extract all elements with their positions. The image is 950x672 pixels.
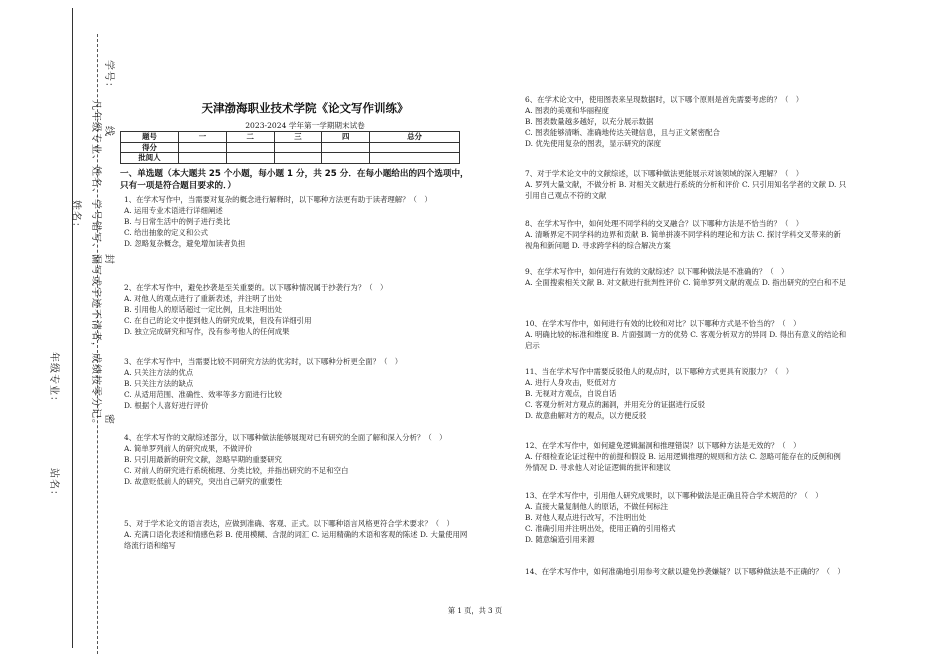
score-cell[interactable] (179, 142, 227, 153)
score-header-cell: 四 (322, 132, 370, 143)
notice-text: 凡年级专业、姓名、学号错写、漏写或字迹不清者，成绩按零分记。 (90, 100, 101, 430)
grader-cell[interactable] (226, 153, 274, 164)
page-number: 第 1 页，共 3 页 (447, 606, 503, 615)
question-option: A. 进行人身攻击，贬低对方 (525, 378, 617, 388)
score-header-cell: 一 (179, 132, 227, 143)
question-stem: 1、在学术写作中，当需要对复杂的概念进行解释时，以下哪种方法更有助于读者理解？（ ） (124, 195, 432, 204)
question-option: D. 根据个人喜好进行评价 (124, 401, 209, 411)
grade-major-label: 年级专业： (48, 352, 59, 407)
question-option: A. 罗列大量文献，不做分析 B. 对相关文献进行系统的分析和评价 C. 只引用知名学者的文献 D. 只引用自己观点不符的文献 (525, 180, 847, 201)
grader-cell[interactable] (370, 153, 460, 164)
question-option: B. 只关注方法的缺点 (124, 379, 194, 389)
question-option: C. 对前人的研究进行系统梳理、分类比较，并指出研究的不足和空白 (124, 466, 349, 476)
score-cell[interactable] (370, 142, 460, 153)
question-stem: 11、当在学术写作中需要反驳他人的观点时，以下哪种方式更具有说服力？（ ） (525, 367, 794, 376)
question-stem: 6、在学术论文中，使用图表来呈现数据时，以下哪个原则是首先需要考虑的？（ ） (525, 95, 804, 104)
question-stem: 12、在学术写作中，如何避免逻辑漏洞和推理错误？以下哪种方法是无效的？（ ） (525, 441, 801, 450)
question-stem: 13、在学术写作中，引用他人研究成果时，以下哪种做法是正确且符合学术规范的？（ ） (525, 491, 823, 500)
score-header-cell: 总分 (370, 132, 460, 143)
question-option: B. 图表数量越多越好，以充分展示数据 (525, 117, 654, 127)
question-option: A. 清晰界定不同学科的边界和贡献 B. 简单拼凑不同学科的理论和方法 C. 探讨学科交叉带来的新视角和新问题 D. 寻求跨学科的综合解决方案 (525, 230, 841, 251)
question-option: A. 充满口语化表述和情感色彩 B. 使用模糊、含混的词汇 C. 运用精确的术语和客观的陈述 D. 大量使用网络流行语和缩写 (124, 530, 468, 551)
question-3 (124, 356, 468, 412)
question-9 (525, 266, 847, 288)
score-row-label: 得分 (121, 142, 179, 153)
question-stem: 7、对于学术论文中的文献综述，以下哪种做法更能展示对该领域的深入理解？（ ） (525, 169, 804, 178)
question-option: A. 直接大量复制他人的原话，不做任何标注 (525, 502, 669, 512)
binding-margin (0, 0, 112, 672)
grader-cell[interactable] (274, 153, 322, 164)
question-option: A. 简单罗列前人的研究成果，不做评价 (124, 444, 253, 454)
question-stem: 9、在学术写作中，如何进行有效的文献综述？以下哪种做法是不准确的？（ ） (525, 267, 789, 276)
question-option: A. 全面搜索相关文献 B. 对文献进行批判性评价 C. 简单罗列文献的观点 D. 指出研究的空白和不足 (525, 278, 847, 288)
question-option: B. 引用他人的原话超过一定比例，且未注明出处 (124, 305, 282, 315)
question-option: D. 故意曲解对方的观点，以方便反驳 (525, 411, 647, 421)
seal-line-text: 线 (103, 126, 114, 137)
question-stem: 3、在学术写作中，当需要比较不同研究方法的优劣时，以下哪种分析更全面？（ ） (124, 357, 403, 366)
question-option: C. 准确引用并注明出处，使用正确的引用格式 (525, 524, 676, 534)
binding-solid-line (72, 8, 73, 648)
question-option: C. 客观分析对方观点的漏洞，并用充分的证据进行反驳 (525, 400, 706, 410)
score-cell[interactable] (274, 142, 322, 153)
question-option: D. 独立完成研究和写作，没有参考他人的任何成果 (124, 327, 290, 337)
score-header-cell: 三 (274, 132, 322, 143)
seal-text: 密 (103, 414, 114, 425)
section-heading: 一、单选题（本大题共 25 个小题，每小题 1 分，共 25 分．在每小题给出的四个选项中，只有一项是符合题目要求的．） (120, 169, 469, 192)
question-option: A. 图表的美观和华丽程度 (525, 106, 609, 116)
score-cell[interactable] (226, 142, 274, 153)
score-header-cell: 题号 (121, 132, 179, 143)
question-option: A. 运用专业术语进行详细阐述 (124, 206, 223, 216)
question-option: A. 明确比较的标准和维度 B. 片面强调一方的优势 C. 客观分析双方的异同 D. 得出有意义的结论和启示 (525, 330, 847, 351)
question-1 (124, 194, 468, 250)
question-stem: 8、在学术写作中，如何处理不同学科的交叉融合？以下哪种方法是不恰当的？（ ） (525, 219, 804, 228)
student-id-label: 学号： (103, 60, 114, 93)
question-stem: 5、对于学术论文的语言表达，应做到准确、客观、正式。以下哪种语言风格更符合学术要求？（ ） (124, 519, 454, 528)
name-label: 姓名： (70, 200, 81, 233)
question-13 (525, 490, 847, 546)
question-option: A. 仔细检查论证过程中的前提和假设 B. 运用逻辑推理的规则和方法 C. 忽略可能存在的反例和例外情况 D. 寻求他人对论证逻辑的批评和建议 (525, 452, 841, 473)
exam-subtitle: 2023-2024 学年第一学期期末试卷 (245, 121, 365, 130)
question-option: D. 随意编造引用来源 (525, 535, 595, 545)
exam-title: 天津渤海职业技术学院《论文写作训练》 (201, 101, 409, 115)
question-stem: 10、在学术写作中，如何进行有效的比较和对比？以下哪种方式是不恰当的？（ ） (525, 319, 801, 328)
question-2 (124, 282, 468, 338)
grader-row (121, 153, 460, 164)
question-option: B. 无视对方观点，自说自话 (525, 389, 617, 399)
question-11 (525, 366, 847, 422)
score-table-header-row (121, 132, 460, 143)
question-4 (124, 432, 468, 488)
question-option: C. 图表能够清晰、准确地传达关键信息，且与正文紧密配合 (525, 128, 720, 138)
score-table (120, 131, 460, 164)
question-stem: 14、在学术写作中，如何准确地引用参考文献以避免抄袭嫌疑？以下哪种做法是不正确的？（ ） (525, 567, 845, 576)
grader-row-label: 批阅人 (121, 153, 179, 164)
question-14 (525, 566, 847, 577)
question-option: D. 优先使用复杂的图表，显示研究的深度 (525, 139, 662, 149)
question-10 (525, 318, 847, 351)
question-8 (525, 218, 847, 251)
score-row (121, 142, 460, 153)
question-stem: 4、在学术写作的文献综述部分，以下哪种做法能够展现对已有研究的全面了解和深入分析？（ ） (124, 433, 447, 442)
question-option: C. 在自己的论文中提到他人的研究成果，但没有详细引用 (124, 316, 312, 326)
question-option: B. 对他人观点进行改写，不注明出处 (525, 513, 646, 523)
question-option: A. 对他人的观点进行了重新表述，并注明了出处 (124, 294, 282, 304)
school-label: 站名： (48, 468, 59, 501)
grader-cell[interactable] (322, 153, 370, 164)
question-option: A. 只关注方法的优点 (124, 368, 194, 378)
question-option: C. 给出抽象的定义和公式 (124, 228, 208, 238)
question-12 (525, 440, 847, 473)
question-option: D. 忽略复杂概念，避免增加读者负担 (124, 239, 246, 249)
question-7 (525, 168, 847, 201)
question-option: B. 与日常生活中的例子进行类比 (124, 217, 231, 227)
score-cell[interactable] (322, 142, 370, 153)
seal-text-2: 封 (103, 254, 114, 265)
grader-cell[interactable] (179, 153, 227, 164)
question-option: C. 从适用范围、准确性、效率等多方面进行比较 (124, 390, 282, 400)
question-6 (525, 94, 847, 150)
question-option: D. 故意贬低前人的研究，突出自己研究的重要性 (124, 477, 283, 487)
question-stem: 2、在学术写作中，避免抄袭是至关重要的。以下哪种情况属于抄袭行为？（ ） (124, 283, 388, 292)
question-5 (124, 518, 468, 551)
question-option: B. 只引用最新的研究文献，忽略早期的重要研究 (124, 455, 282, 465)
score-header-cell: 二 (226, 132, 274, 143)
